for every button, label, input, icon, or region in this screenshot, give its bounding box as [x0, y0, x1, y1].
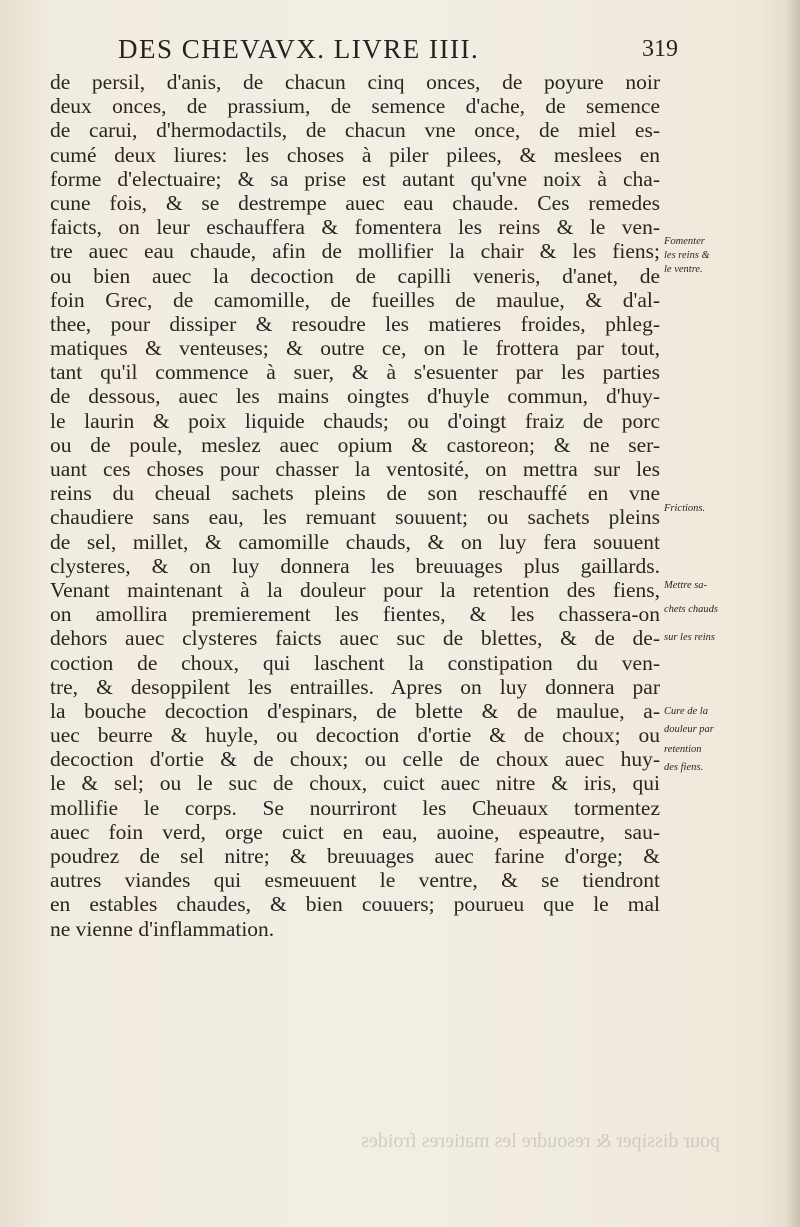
text-line: tre, & desoppilent les entrailles. Apres on luy donnera par	[50, 674, 660, 699]
margin-note-sachets: chets chauds	[664, 604, 718, 615]
margin-note-cure: des fiens.	[664, 762, 704, 773]
text-line: on amollira premierement les fientes, & les chassera-on	[50, 602, 660, 627]
text-line: ne vienne d'inflammation.	[50, 916, 275, 941]
text-line: ou bien auec la decoction de capilli veneris, d'anet, de	[50, 263, 660, 288]
text-line: mollifie le corps. Se nourriront les Cheuaux tormentez	[50, 795, 660, 820]
text-line: clysteres, & on luy donnera les breuuages plus gaillards.	[50, 553, 660, 578]
text-line: coction de choux, qui laschent la constipation du ven-	[50, 650, 660, 675]
page-header	[118, 34, 678, 70]
text-line: autres viandes qui esmeuuent le ventre, & se tiendront	[50, 868, 660, 893]
text-line: thee, pour dissiper & resoudre les matieres froides, phleg-	[50, 311, 660, 336]
text-line: ou de poule, meslez auec opium & castoreon; & ne ser-	[50, 432, 660, 457]
text-line: de persil, d'anis, de chacun cinq onces, de poyure noir	[50, 70, 660, 94]
running-title: DES CHEVAVX. LIVRE IIII.	[118, 34, 480, 64]
text-line: cune fois, & se destrempe auec eau chaude. Ces remedes	[50, 190, 660, 215]
body-text	[50, 70, 660, 941]
text-line: uec beurre & huyle, ou decoction d'ortie & de choux; ou	[50, 723, 660, 748]
text-line: tre auec eau chaude, afin de mollifier la chair & les fiens;	[50, 239, 660, 264]
text-line: Venant maintenant à la douleur pour la retention des fiens,	[50, 577, 660, 602]
text-line: forme d'electuaire; & sa prise est autant qu'vne noix à cha-	[50, 166, 660, 191]
text-line: auec foin verd, orge cuict en eau, auoine, espeautre, sau-	[50, 819, 660, 844]
text-line: le & sel; ou le suc de choux, cuict auec nitre & iris, qui	[50, 771, 660, 796]
text-line: de carui, d'hermodactils, de chacun vne once, de miel es-	[50, 118, 660, 143]
text-line: de dessous, auec les mains oingtes d'huyle commun, d'huy-	[50, 384, 660, 409]
margin-note-cure: Cure de la	[664, 706, 708, 717]
text-line: dehors auec clysteres faicts auec suc de blettes, & de de-	[50, 626, 660, 651]
page-edge-shadow	[786, 0, 800, 1227]
margin-note-sachets: Mettre sa-	[664, 580, 708, 591]
text-line: chaudiere sans eau, les remuant souuent; ou sachets pleins	[50, 505, 660, 530]
text-line: faicts, on leur eschauffera & fomentera les reins & le ven-	[50, 215, 660, 240]
text-line: deux onces, de prassium, de semence d'ache, de semence	[50, 94, 660, 119]
text-line: decoction d'ortie & de choux; ou celle de choux auec huy-	[50, 747, 660, 772]
margin-note-fomenter: le ventre.	[664, 264, 703, 275]
text-line: reins du cheual sachets pleins de son reschauffé en vne	[50, 481, 660, 506]
margin-note-cure: retention	[664, 744, 702, 755]
text-line: cumé deux liures: les choses à piler pilees, & meslees en	[50, 142, 660, 167]
text-line: de sel, millet, & camomille chauds, & on luy fera souuent	[50, 529, 660, 554]
margin-note-fomenter: Fomenter	[664, 236, 705, 247]
text-line: la bouche decoction d'espinars, de blette & de maulue, a-	[50, 698, 660, 723]
margin-note-frictions: Frictions.	[664, 503, 706, 514]
text-line: poudrez de sel nitre; & breuuages auec farine d'orge; &	[50, 844, 660, 868]
text-line: le laurin & poix liquide chauds; ou d'oingt fraiz de porc	[50, 408, 660, 433]
show-through-text: pour dissiper & resoudre les matieres froides	[361, 1130, 720, 1152]
text-line: matiques & venteuses; & outre ce, on le frottera par tout,	[50, 336, 660, 361]
text-line: tant qu'il commence à suer, & à s'esuenter par les parties	[50, 360, 660, 385]
margin-note-fomenter: les reins &	[664, 250, 710, 261]
text-line: foin Grec, de camomille, de fueilles de maulue, & d'al-	[50, 287, 660, 312]
text-line: en estables chaudes, & bien couuers; pourueu que le mal	[50, 892, 660, 917]
text-line: uant ces choses pour chasser la ventosité, on mettra sur les	[50, 457, 660, 481]
page-number: 319	[642, 36, 678, 62]
margin-note-sachets: sur les reins	[664, 632, 715, 643]
margin-note-cure: douleur par	[664, 724, 714, 735]
